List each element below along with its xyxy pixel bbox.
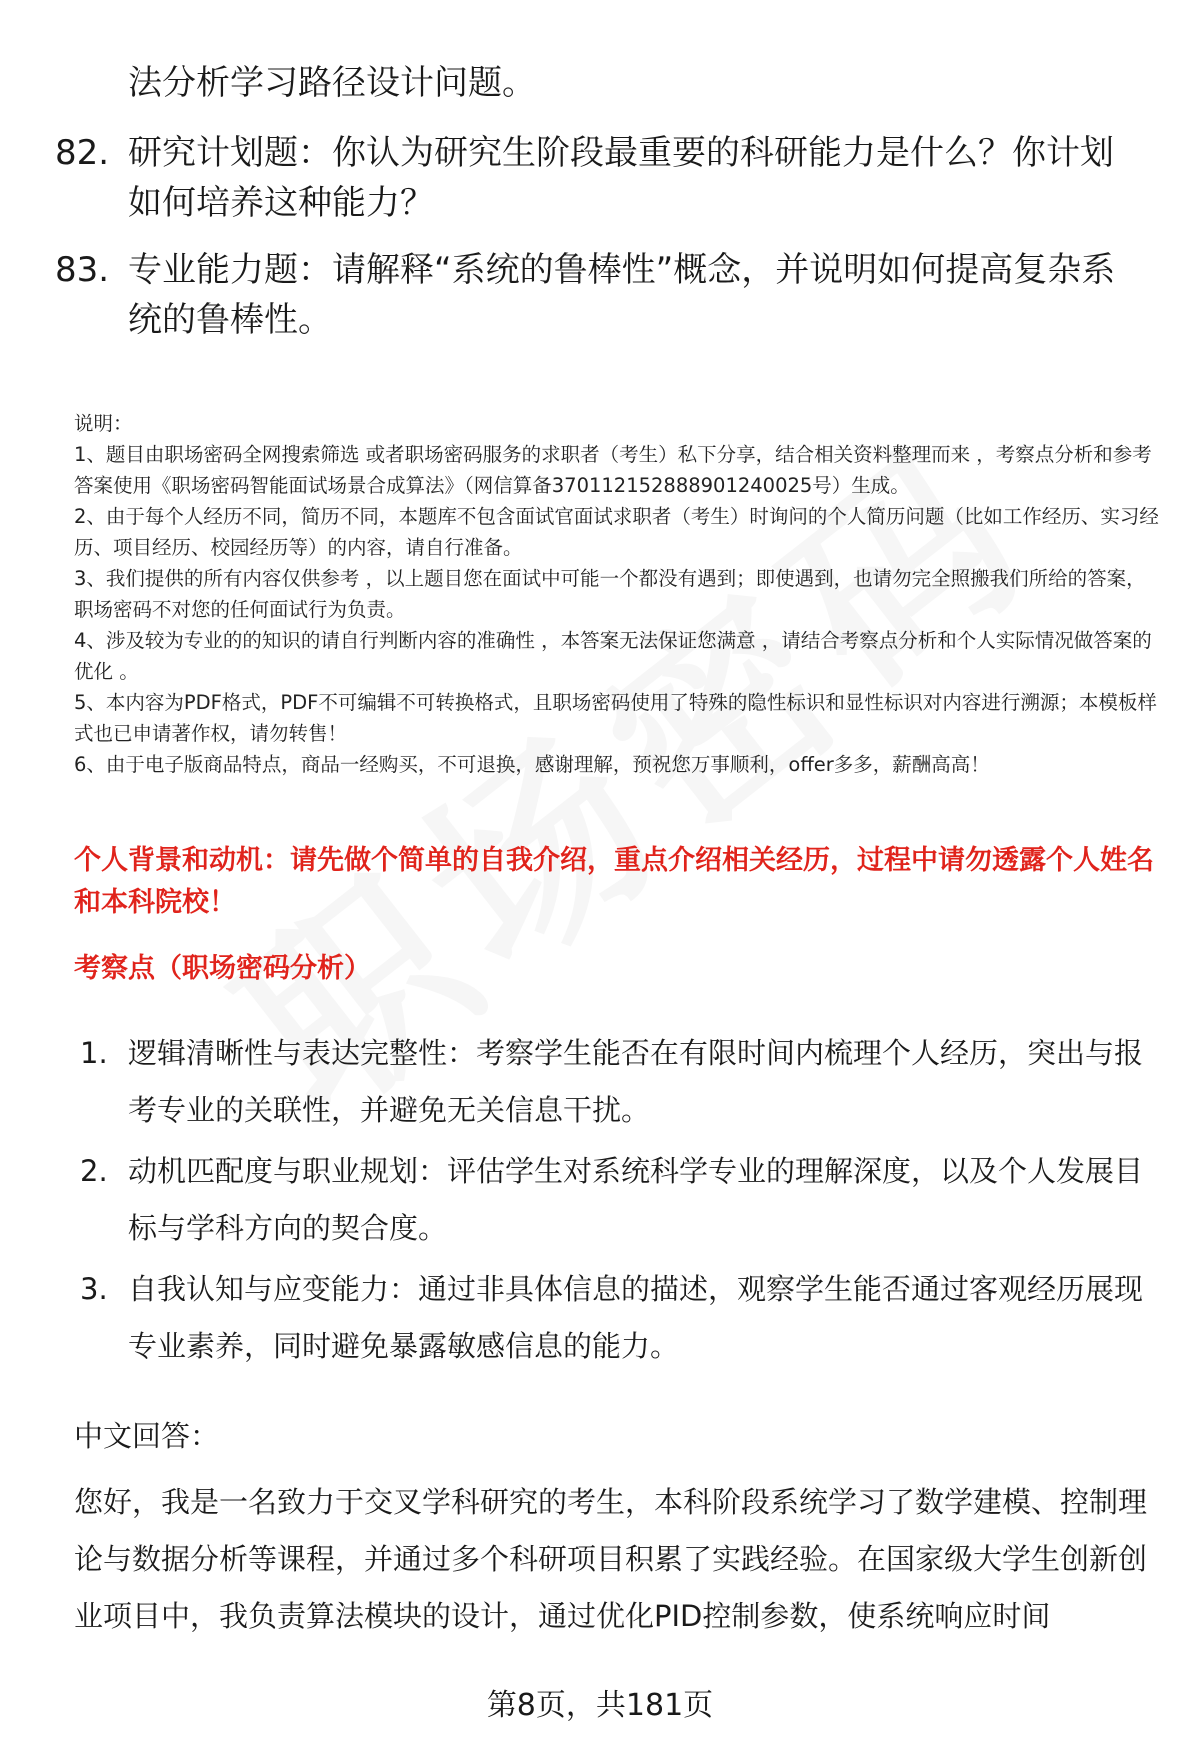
note-item: 4、涉及较为专业的的知识的请自行判断内容的准确性 ，本答案无法保证您满意 ，请结合考察点分析和个人实际情况做答案的优化 。 [74, 629, 1152, 683]
answer-label: 中文回答： [74, 1419, 220, 1453]
notes-title: 说明： [74, 412, 133, 435]
section-points-title: 考察点（职场密码分析） [74, 953, 371, 984]
section-question: 个人背景和动机：请先做个简单的自我介绍，重点介绍相关经历，过程中请勿透露个人姓名和本科院校！ [74, 845, 1154, 918]
point-item [80, 1143, 1150, 1257]
point-number: 3. [80, 1272, 108, 1306]
point-text: 动机匹配度与职业规划：评估学生对系统科学专业的理解深度，以及个人发展目标与学科方向的契合度。 [128, 1154, 1144, 1245]
question-number: 82. [55, 133, 110, 173]
question-continuation: 法分析学习路径设计问题。 [128, 63, 536, 103]
question-text: 专业能力题：请解释“系统的鲁棒性”概念，并说明如何提高复杂系统的鲁棒性。 [128, 250, 1116, 340]
note-item: 6、由于电子版商品特点，商品一经购买，不可退换，感谢理解，预祝您万事顺利，offer多多，薪酬高高！ [74, 753, 990, 776]
page-footer: 第8页，共181页 [486, 1688, 714, 1723]
notes [74, 408, 1164, 780]
point-item [80, 1025, 1150, 1139]
point-text: 自我认知与应变能力：通过非具体信息的描述，观察学生能否通过客观经历展现专业素养，同时避免暴露敏感信息的能力。 [128, 1272, 1144, 1363]
note-item: 5、本内容为PDF格式，PDF不可编辑不可转换格式，且职场密码使用了特殊的隐性标识和显性标识对内容进行溯源；本模板样式也已申请著作权，请勿转售！ [74, 691, 1157, 745]
question-82 [55, 128, 1145, 228]
question-text: 研究计划题：你认为研究生阶段最重要的科研能力是什么？你计划如何培养这种能力？ [128, 133, 1114, 223]
point-number: 2. [80, 1154, 108, 1188]
note-item: 2、由于每个人经历不同，简历不同，本题库不包含面试官面试求职者（考生）时询问的个人简历问题（比如工作经历、实习经历、项目经历、校园经历等）的内容，请自行准备。 [74, 505, 1159, 559]
question-83 [55, 245, 1145, 345]
note-item: 1、题目由职场密码全网搜索筛选 或者职场密码服务的求职者（考生）私下分享，结合相关资料整理而来 ，考察点分析和参考答案使用《职场密码智能面试场景合成算法》（网信算备370112152888901240025号）生成。 [74, 443, 1152, 497]
point-number: 1. [80, 1036, 108, 1070]
point-text: 逻辑清晰性与表达完整性：考察学生能否在有限时间内梳理个人经历，突出与报考专业的关联性，并避免无关信息干扰。 [128, 1036, 1144, 1127]
note-item: 3、我们提供的所有内容仅供参考 ，以上题目您在面试中可能一个都没有遇到；即使遇到，也请勿完全照搬我们所给的答案，职场密码不对您的任何面试行为负责。 [74, 567, 1146, 621]
answer-text: 您好，我是一名致力于交叉学科研究的考生，本科阶段系统学习了数学建模、控制理论与数据分析等课程，并通过多个科研项目积累了实践经验。在国家级大学生创新创业项目中，我负责算法模块的设计，通过优化PID控制参数，使系统响应时间 [74, 1485, 1148, 1633]
question-number: 83. [55, 250, 110, 290]
point-item [80, 1261, 1150, 1375]
points-list [80, 1025, 1150, 1379]
